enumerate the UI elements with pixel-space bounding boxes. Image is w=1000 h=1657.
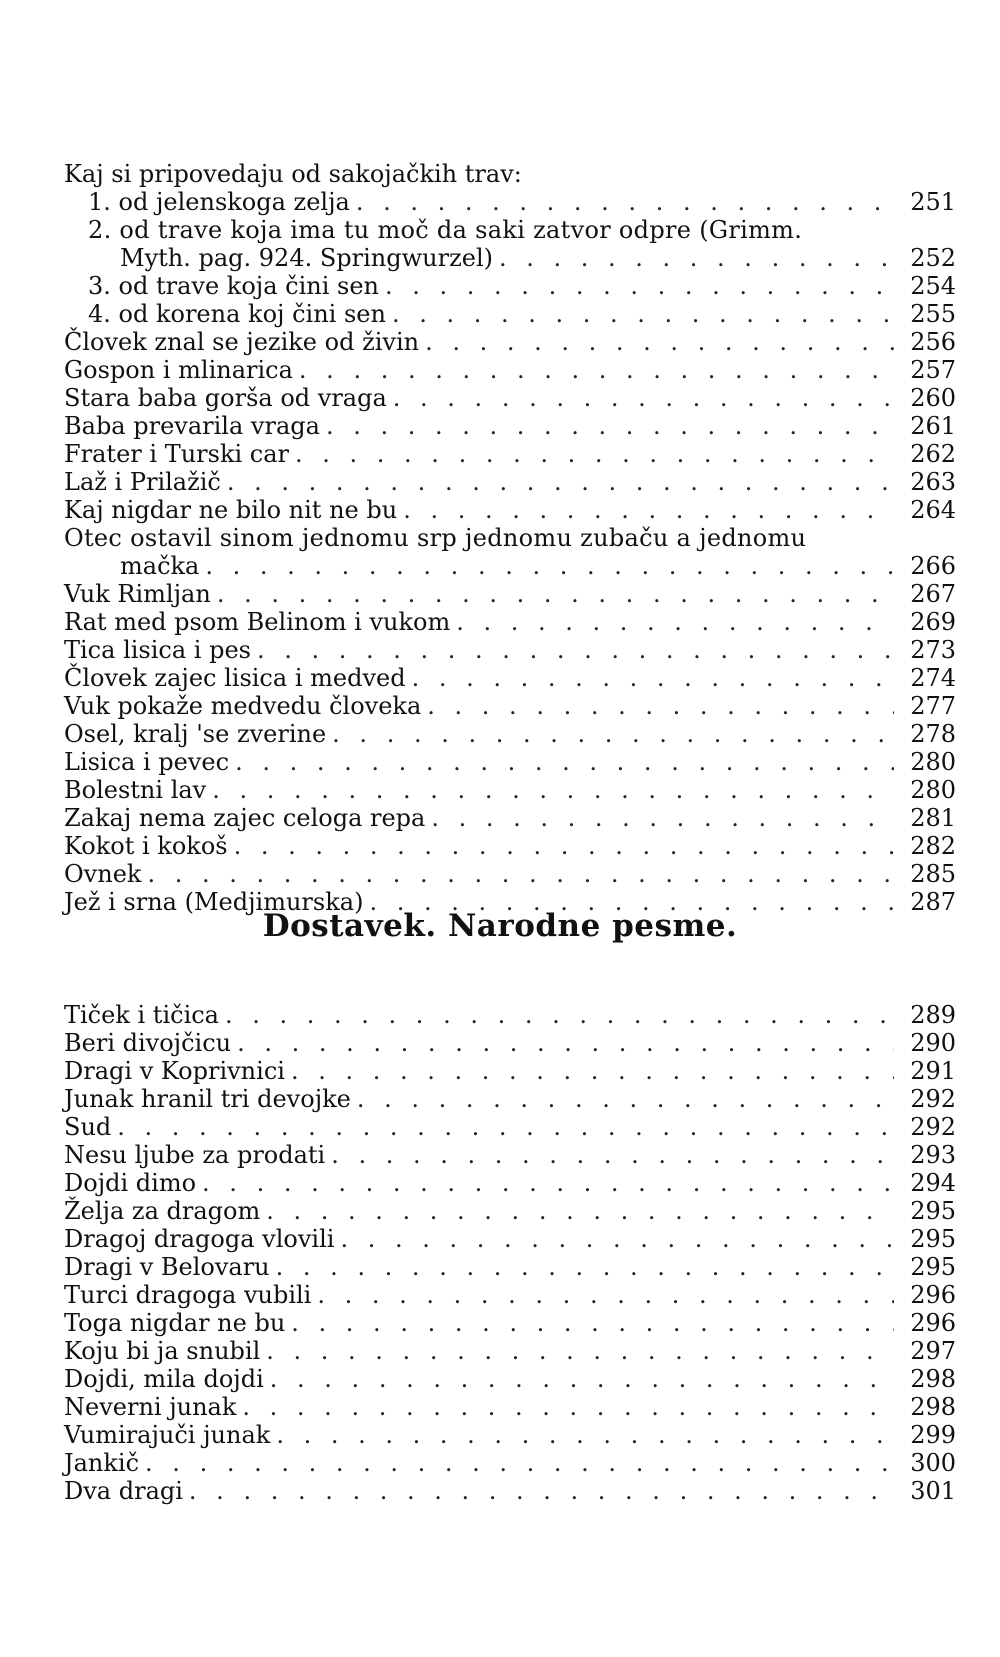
toc-entry (64, 720, 956, 748)
dot-leader (427, 692, 894, 720)
dot-leader (431, 804, 894, 832)
toc-entry-title: Tiček i tičica (64, 1001, 219, 1029)
toc-entry (64, 496, 956, 524)
dot-leader (202, 1169, 894, 1197)
toc-entry-title: Dragi v Belovaru (64, 1253, 270, 1281)
toc-entry-title: Neverni junak (64, 1393, 237, 1421)
dot-leader (393, 384, 894, 412)
toc-entry (64, 748, 956, 776)
toc-subheading: Kaj si pripovedaju od sakojačkih trav: (64, 160, 522, 188)
toc-entry-page: 252 (910, 244, 956, 272)
toc-entry-page: 255 (910, 300, 956, 328)
toc-entry-page: 301 (910, 1477, 956, 1505)
toc-entry-page: 290 (910, 1029, 956, 1057)
toc-entry-title: Bolestni lav (64, 776, 207, 804)
toc-entry-title: Dojdi dimo (64, 1169, 197, 1197)
toc-entry-title: Vuk Rimljan (64, 580, 211, 608)
toc-entry (64, 1085, 956, 1113)
dot-leader (266, 1197, 894, 1225)
toc-entry (64, 832, 956, 860)
toc-entry-page: 256 (910, 328, 956, 356)
toc-entry-page: 257 (910, 356, 956, 384)
dot-leader (276, 1253, 894, 1281)
toc-entry-page: 292 (910, 1085, 956, 1113)
dot-leader (412, 664, 894, 692)
dot-leader (385, 272, 894, 300)
dot-leader (257, 636, 894, 664)
toc-entry-page: 260 (910, 384, 956, 412)
dot-leader (147, 860, 894, 888)
toc-entry-title: 4. od korena koj čini sen (88, 300, 386, 328)
toc-entry-title: Človek zajec lisica i medved (64, 664, 406, 692)
dot-leader (340, 1225, 894, 1253)
toc-entry-title: Človek znal se jezike od živin (64, 328, 420, 356)
toc-entry-page: 289 (910, 1001, 956, 1029)
toc-entry (64, 1029, 956, 1057)
toc-entry-title: Vuk pokaže medvedu človeka (64, 692, 422, 720)
toc-entry-title: Kaj nigdar ne bilo nit ne bu (64, 496, 398, 524)
toc-entry-title: Lisica i pevec (64, 748, 230, 776)
toc-entry-title: Gospon i mlinarica (64, 356, 293, 384)
toc-entry-title: Jež i srna (Medjimurska) (64, 888, 364, 916)
toc-entry (64, 1225, 956, 1253)
toc-entry-title: Sud (64, 1113, 112, 1141)
toc-entry-title: Dva dragi (64, 1477, 183, 1505)
toc-entry-page: 269 (910, 608, 956, 636)
dot-leader (425, 328, 894, 356)
toc-entry (64, 1169, 956, 1197)
toc-entry-page: 294 (910, 1169, 956, 1197)
toc-entry (64, 1393, 956, 1421)
toc-entry-page: 287 (910, 888, 956, 916)
toc-entry (64, 580, 956, 608)
toc-entry-title: Laž i Prilažič (64, 468, 221, 496)
section-heading-part2: Narodne pesme. (447, 908, 738, 944)
toc-entry (64, 384, 956, 412)
toc-entry-page: 251 (910, 188, 956, 216)
dot-leader (356, 188, 894, 216)
dot-leader (295, 440, 894, 468)
dot-leader (276, 1421, 894, 1449)
dot-leader (217, 580, 894, 608)
toc-entry-title: Ovnek (64, 860, 142, 888)
toc-entry-title: Toga nigdar ne bu (64, 1309, 286, 1337)
toc-entry (64, 188, 956, 216)
toc-entry-title: Vumirajuči junak (64, 1421, 271, 1449)
dot-leader (392, 300, 894, 328)
toc-list-2 (64, 1001, 956, 1505)
toc-entry-title: 3. od trave koja čini sen (88, 272, 380, 300)
toc-entry-title: 1. od jelenskoga zelja (88, 188, 350, 216)
toc-entry-page: 273 (910, 636, 956, 664)
toc-entry (64, 636, 956, 664)
toc-entry-page: 262 (910, 440, 956, 468)
toc-entry (64, 804, 956, 832)
dot-leader (403, 496, 894, 524)
toc-section-1 (64, 160, 956, 916)
dot-leader (225, 1001, 894, 1029)
toc-entry-title: Dojdi, mila dojdi (64, 1365, 264, 1393)
toc-entry-title: Koju bi ja snubil (64, 1337, 261, 1365)
dot-leader (235, 748, 894, 776)
toc-entry (64, 1365, 956, 1393)
toc-entry-title: Frater i Turski car (64, 440, 290, 468)
dot-leader (145, 1449, 894, 1477)
toc-entry (64, 300, 956, 328)
section-heading (0, 908, 1000, 944)
toc-entry-page: 298 (910, 1393, 956, 1421)
dot-leader (270, 1365, 894, 1393)
toc-entry (64, 412, 956, 440)
toc-entry-title: Nesu ljube za prodati (64, 1141, 326, 1169)
toc-entry-page: 277 (910, 692, 956, 720)
toc-entry-title: Turci dragoga vubili (64, 1281, 312, 1309)
toc-entry-page: 281 (910, 804, 956, 832)
toc-entry-page: 285 (910, 860, 956, 888)
toc-entry-page: 278 (910, 720, 956, 748)
toc-entry-title: Osel, kralj 'se zverine (64, 720, 327, 748)
toc-entry (64, 440, 956, 468)
toc-entry (64, 244, 956, 272)
toc-entry (64, 552, 956, 580)
toc-section-2 (64, 1001, 956, 1505)
toc-entry-page: 295 (910, 1253, 956, 1281)
toc-entry (64, 608, 956, 636)
toc-entry-title: Želja za dragom (64, 1197, 261, 1225)
dot-leader (291, 1057, 894, 1085)
dot-leader (332, 720, 894, 748)
toc-entry (64, 1421, 956, 1449)
toc-entry-page: 263 (910, 468, 956, 496)
toc-entry (64, 1337, 956, 1365)
dot-leader (212, 776, 894, 804)
toc-entry-title: Jankič (64, 1449, 140, 1477)
toc-entry (64, 1449, 956, 1477)
toc-entry (64, 1113, 956, 1141)
dot-leader (291, 1309, 894, 1337)
toc-entry-wrapped: 2. od trave koja ima tu moč da saki zatvor odpre (Grimm. (88, 216, 803, 244)
toc-entry-title: Beri divojčicu (64, 1029, 232, 1057)
toc-entry-title: Dragoj dragoga vlovili (64, 1225, 335, 1253)
toc-entry-page: 298 (910, 1365, 956, 1393)
dot-leader (331, 1141, 894, 1169)
toc-entry (64, 860, 956, 888)
dot-leader (326, 412, 894, 440)
toc-entry-title: Dragi v Koprivnici (64, 1057, 285, 1085)
toc-entry-page: 291 (910, 1057, 956, 1085)
toc-entry-title: Myth. pag. 924. Springwurzel) (120, 244, 493, 272)
dot-leader (234, 832, 894, 860)
toc-entry (64, 356, 956, 384)
toc-entry-page: 261 (910, 412, 956, 440)
toc-entry-page: 297 (910, 1337, 956, 1365)
toc-entry (64, 1281, 956, 1309)
toc-entry (64, 776, 956, 804)
toc-entry (64, 1253, 956, 1281)
dot-leader (189, 1477, 894, 1505)
dot-leader (205, 552, 894, 580)
toc-entry-title: Zakaj nema zajec celoga repa (64, 804, 426, 832)
toc-entry-title: Rat med psom Belinom i vukom (64, 608, 451, 636)
dot-leader (456, 608, 894, 636)
toc-entry-page: 267 (910, 580, 956, 608)
toc-entry-page: 274 (910, 664, 956, 692)
toc-entry (64, 1001, 956, 1029)
toc-entry (64, 468, 956, 496)
toc-entry (64, 1141, 956, 1169)
toc-entry-title: Kokot i kokoš (64, 832, 228, 860)
toc-entry (64, 1309, 956, 1337)
toc-entry-title: Tica lisica i pes (64, 636, 251, 664)
toc-entry (64, 328, 956, 356)
toc-entry-title: mačka (120, 552, 200, 580)
dot-leader (299, 356, 894, 384)
section-heading-part1: Dostavek. (262, 908, 437, 944)
dot-leader (117, 1113, 894, 1141)
toc-entry (64, 1197, 956, 1225)
toc-list-1 (64, 188, 956, 916)
toc-entry (64, 1477, 956, 1505)
toc-entry-page: 292 (910, 1113, 956, 1141)
toc-entry-page: 293 (910, 1141, 956, 1169)
dot-leader (227, 468, 894, 496)
toc-entry-title: Junak hranil tri devojke (64, 1085, 351, 1113)
toc-entry-page: 295 (910, 1225, 956, 1253)
toc-entry-page: 299 (910, 1421, 956, 1449)
dot-leader (357, 1085, 894, 1113)
toc-entry-page: 280 (910, 748, 956, 776)
dot-leader (266, 1337, 894, 1365)
toc-entry-page: 282 (910, 832, 956, 860)
toc-entry-title: Baba prevarila vraga (64, 412, 320, 440)
toc-entry-wrapped: Otec ostavil sinom jednomu srp jednomu zubaču a jednomu (64, 524, 807, 552)
dot-leader (242, 1393, 894, 1421)
toc-entry-page: 296 (910, 1281, 956, 1309)
dot-leader (237, 1029, 894, 1057)
toc-entry (64, 1057, 956, 1085)
toc-entry-page: 295 (910, 1197, 956, 1225)
toc-entry-page: 280 (910, 776, 956, 804)
toc-entry (64, 664, 956, 692)
toc-entry-page: 296 (910, 1309, 956, 1337)
toc-entry-page: 300 (910, 1449, 956, 1477)
toc-entry-title: Stara baba gorša od vraga (64, 384, 387, 412)
toc-entry-page: 264 (910, 496, 956, 524)
toc-entry-page: 254 (910, 272, 956, 300)
toc-entry (64, 692, 956, 720)
toc-entry-page: 266 (910, 552, 956, 580)
toc-entry (64, 272, 956, 300)
dot-leader (317, 1281, 894, 1309)
dot-leader (499, 244, 894, 272)
